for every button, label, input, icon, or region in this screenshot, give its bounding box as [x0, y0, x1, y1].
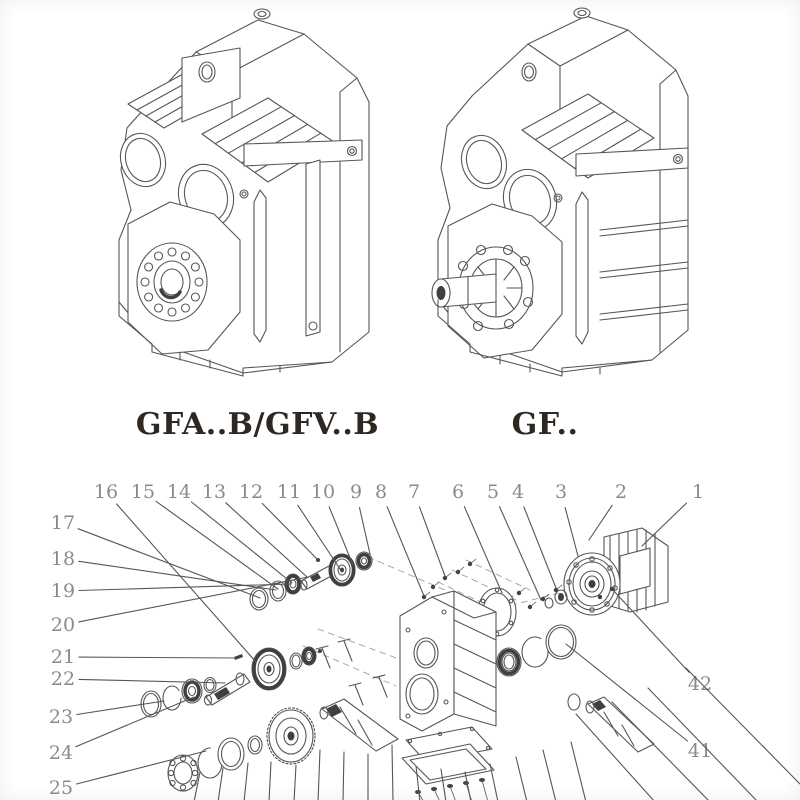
part-number-8: 8	[374, 481, 388, 503]
model-label-gfab: GFA..B/GFV..B	[135, 407, 380, 442]
leader-line-8	[387, 507, 424, 596]
part-number-16: 16	[93, 481, 119, 503]
part-number-42: 42	[687, 673, 713, 695]
leader-line-offpage-6	[343, 752, 344, 800]
output-bearing-part	[497, 648, 521, 676]
part-number-24: 24	[48, 742, 74, 764]
part-number-21: 21	[50, 646, 76, 668]
cover-plate-part	[402, 744, 494, 800]
caption-row	[0, 400, 800, 455]
housing-part	[400, 591, 496, 731]
leader-line-1	[642, 503, 687, 546]
part-number-22: 22	[50, 668, 76, 690]
input-shaft-assembly	[250, 552, 372, 610]
part-number-41: 41	[687, 740, 713, 762]
leader-line-5	[500, 507, 542, 600]
leader-line-16	[117, 504, 256, 662]
part-number-13: 13	[201, 481, 227, 503]
leader-line-4	[524, 507, 556, 588]
leader-line-22	[79, 679, 225, 683]
part-number-9: 9	[349, 481, 363, 503]
leader-line-offpage-18	[686, 668, 800, 784]
leader-line-offpage-8	[392, 745, 393, 800]
part-number-3: 3	[554, 481, 568, 503]
part-number-4: 4	[511, 481, 525, 503]
leader-line-offpage-4	[294, 765, 296, 800]
snap-ring-part	[522, 637, 548, 667]
leader-line-21	[79, 657, 237, 658]
part-number-14: 14	[166, 481, 192, 503]
leader-line-12	[262, 503, 318, 560]
leader-line-offpage-13	[516, 757, 527, 800]
leader-line-offpage-11	[465, 772, 471, 800]
part-number-2: 2	[614, 481, 628, 503]
leader-line-9	[360, 508, 371, 554]
part-number-20: 20	[50, 614, 76, 636]
leader-line-3	[565, 508, 578, 557]
leader-line-offpage-2	[244, 763, 248, 800]
leader-line-15	[156, 501, 278, 589]
part-number-7: 7	[407, 481, 421, 503]
model-label-gf: GF..	[511, 407, 579, 442]
leader-line-7	[420, 507, 446, 576]
part-number-23: 23	[48, 706, 74, 728]
part-number-11: 11	[276, 481, 302, 503]
part-number-18: 18	[50, 548, 76, 570]
oil-seal-ring-part	[546, 625, 576, 659]
leader-line-6	[464, 507, 502, 593]
gearbox-drawing-gfab	[114, 9, 369, 376]
leader-line-24	[76, 697, 194, 747]
part-number-5: 5	[486, 481, 500, 503]
part-number-1: 1	[691, 481, 705, 503]
leader-line-11	[298, 505, 342, 572]
leader-line-2	[589, 505, 612, 540]
part-number-25: 25	[48, 777, 74, 799]
leader-line-offpage-15	[571, 742, 586, 800]
part-number-15: 15	[130, 481, 156, 503]
leader-line-offpage-14	[543, 750, 556, 800]
part-number-19: 19	[50, 580, 76, 602]
part-number-12: 12	[238, 481, 264, 503]
gearbox-drawing-gf	[432, 8, 688, 376]
part-number-17: 17	[50, 512, 76, 534]
exploded-parts-diagram	[0, 455, 800, 800]
leader-line-offpage-3	[269, 762, 271, 800]
motor-part	[564, 528, 668, 615]
part-number-6: 6	[451, 481, 465, 503]
intermediate-gear-assembly	[205, 647, 323, 705]
leader-line-14	[192, 502, 293, 583]
part-number-10: 10	[310, 481, 336, 503]
leader-line-offpage-5	[318, 750, 320, 800]
t-bolts	[316, 639, 387, 705]
